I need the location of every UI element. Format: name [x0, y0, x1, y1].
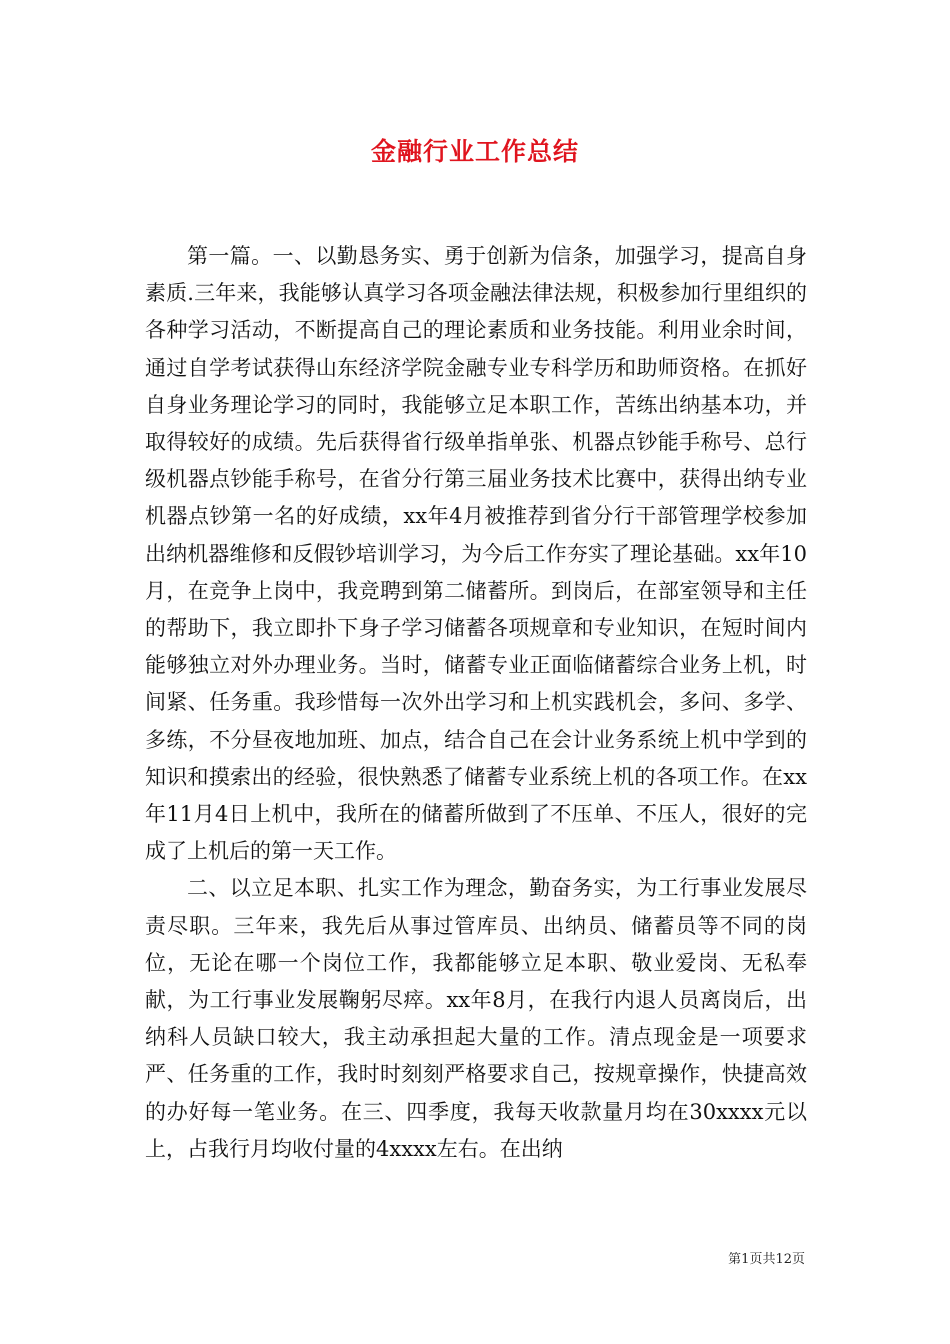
page-number-footer: 第1页共12页	[728, 1252, 805, 1267]
document-body	[145, 238, 807, 1168]
paragraph-1: 第一篇。一、以勤恳务实、勇于创新为信条，加强学习，提高自身素质.三年来，我能够认真学习各项金融法律法规，积极参加行里组织的各种学习活动，不断提高自己的理论素质和业务技能。利用业余时间，通过自学考试获得山东经济学院金融专业专科学历和助师资格。在抓好自身业务理论学习的同时，我能够立足本职工作，苦练出纳基本功，并取得较好的成绩。先后获得省行级单指单张、机器点钞能手称号、总行级机器点钞能手称号，在省分行第三届业务技术比赛中，获得出纳专业机器点钞第一名的好成绩，xx年4月被推荐到省分行干部管理学校参加出纳机器维修和反假钞培训学习，为今后工作夯实了理论基础。xx年10月，在竞争上岗中，我竞聘到第二储蓄所。到岗后，在部室领导和主任的帮助下，我立即扑下身子学习储蓄各项规章和专业知识，在短时间内能够独立对外办理业务。当时，储蓄专业正面临储蓄综合业务上机，时间紧、任务重。我珍惜每一次外出学习和上机实践机会，多问、多学、多练，不分昼夜地加班、加点，结合自己在会计业务系统上机中学到的知识和摸索出的经验，很快熟悉了储蓄专业系统上机的各项工作。在xx年11月4日上机中，我所在的储蓄所做到了不压单、不压人，很好的完成了上机后的第一天工作。	[145, 244, 807, 864]
paragraph-2: 二、以立足本职、扎实工作为理念，勤奋务实，为工行事业发展尽责尽职。三年来，我先后从事过管库员、出纳员、储蓄员等不同的岗位，无论在哪一个岗位工作，我都能够立足本职、敬业爱岗、无私奉献，为工行事业发展鞠躬尽瘁。xx年8月，在我行内退人员离岗后，出纳科人员缺口较大，我主动承担起大量的工作。清点现金是一项要求严、任务重的工作，我时时刻刻严格要求自己，按规章操作，快捷高效的办好每一笔业务。在三、四季度，我每天收款量月均在30xxxx元以上，占我行月均收付量的4xxxx左右。在出纳	[145, 876, 807, 1161]
document-title: 金融行业工作总结	[370, 137, 579, 166]
